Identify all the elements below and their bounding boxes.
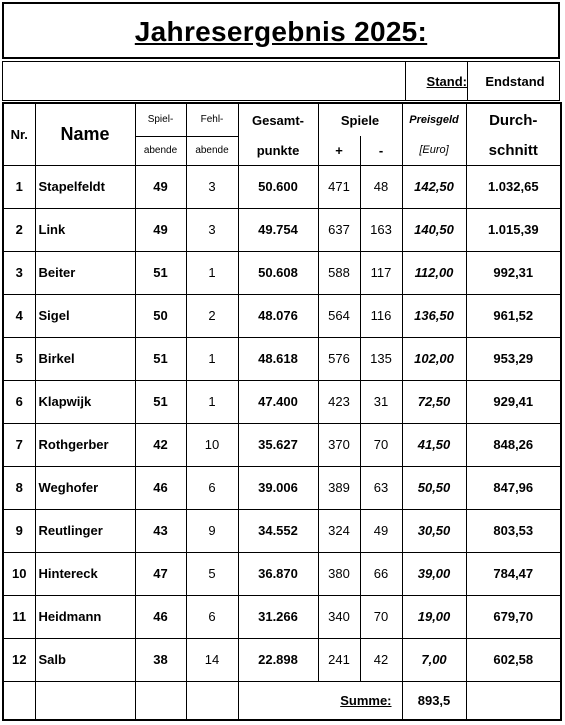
cell-spielabende: 46	[135, 466, 186, 509]
table-row	[3, 466, 561, 509]
cell-preisgeld: 112,00	[402, 251, 466, 294]
cell-durchschnitt: 847,96	[466, 466, 561, 509]
cell-spielabende: 49	[135, 208, 186, 251]
cell-name: Heidmann	[35, 595, 135, 638]
cell-spiele-minus: 49	[360, 509, 402, 552]
cell-spielabende: 51	[135, 251, 186, 294]
cell-spielabende: 50	[135, 294, 186, 337]
cell-durchschnitt: 953,29	[466, 337, 561, 380]
cell-durchschnitt: 1.015,39	[466, 208, 561, 251]
cell-nr: 7	[3, 423, 35, 466]
cell-spiele-minus: 66	[360, 552, 402, 595]
cell-spiele-minus: 116	[360, 294, 402, 337]
cell-gesamtpunkte: 35.627	[238, 423, 318, 466]
cell-nr: 12	[3, 638, 35, 681]
cell-spielabende: 42	[135, 423, 186, 466]
title-box	[2, 2, 560, 59]
header-gesamt-2: punkte	[238, 136, 318, 165]
cell-nr: 6	[3, 380, 35, 423]
table-row	[3, 337, 561, 380]
cell-spiele-plus: 324	[318, 509, 360, 552]
cell-spielabende: 51	[135, 337, 186, 380]
cell-gesamtpunkte: 48.618	[238, 337, 318, 380]
cell-name: Beiter	[35, 251, 135, 294]
cell-preisgeld: 136,50	[402, 294, 466, 337]
cell-preisgeld: 39,00	[402, 552, 466, 595]
cell-nr: 9	[3, 509, 35, 552]
cell-name: Salb	[35, 638, 135, 681]
header-name: Name	[35, 103, 135, 165]
cell-durchschnitt: 679,70	[466, 595, 561, 638]
cell-spielabende: 46	[135, 595, 186, 638]
cell-gesamtpunkte: 50.608	[238, 251, 318, 294]
cell-name: Sigel	[35, 294, 135, 337]
cell-name: Link	[35, 208, 135, 251]
stand-row	[2, 61, 560, 101]
cell-name: Klapwijk	[35, 380, 135, 423]
cell-spiele-minus: 48	[360, 165, 402, 208]
summe-empty-cell	[466, 681, 561, 720]
cell-gesamtpunkte: 48.076	[238, 294, 318, 337]
cell-nr: 11	[3, 595, 35, 638]
cell-preisgeld: 19,00	[402, 595, 466, 638]
table-row	[3, 165, 561, 208]
cell-spiele-plus: 576	[318, 337, 360, 380]
table-row	[3, 595, 561, 638]
stand-label: Stand:	[426, 74, 467, 89]
cell-gesamtpunkte: 22.898	[238, 638, 318, 681]
cell-durchschnitt: 803,53	[466, 509, 561, 552]
stand-divider-2	[467, 62, 468, 100]
cell-gesamtpunkte: 36.870	[238, 552, 318, 595]
cell-spiele-minus: 117	[360, 251, 402, 294]
cell-spiele-plus: 637	[318, 208, 360, 251]
header-durchschnitt-1: Durch-	[466, 103, 561, 136]
table-row	[3, 251, 561, 294]
cell-nr: 2	[3, 208, 35, 251]
header-row-1	[3, 103, 561, 136]
cell-name: Rothgerber	[35, 423, 135, 466]
cell-spiele-minus: 135	[360, 337, 402, 380]
results-table	[2, 102, 562, 721]
table-row	[3, 638, 561, 681]
summe-empty-cell	[135, 681, 186, 720]
header-fehlabende-1: Fehl-	[186, 103, 238, 136]
cell-durchschnitt: 929,41	[466, 380, 561, 423]
cell-spiele-minus: 163	[360, 208, 402, 251]
cell-fehlabende: 2	[186, 294, 238, 337]
cell-preisgeld: 7,00	[402, 638, 466, 681]
cell-name: Stapelfeldt	[35, 165, 135, 208]
header-preisgeld-2: [Euro]	[402, 136, 466, 165]
summe-empty-cell	[35, 681, 135, 720]
cell-spielabende: 51	[135, 380, 186, 423]
header-spielabende-2: abende	[135, 136, 186, 165]
table-row	[3, 380, 561, 423]
header-fehlabende-2: abende	[186, 136, 238, 165]
cell-spielabende: 49	[135, 165, 186, 208]
cell-preisgeld: 142,50	[402, 165, 466, 208]
cell-durchschnitt: 602,58	[466, 638, 561, 681]
cell-gesamtpunkte: 50.600	[238, 165, 318, 208]
cell-fehlabende: 3	[186, 208, 238, 251]
header-plus: +	[318, 136, 360, 165]
cell-durchschnitt: 848,26	[466, 423, 561, 466]
cell-nr: 4	[3, 294, 35, 337]
cell-spiele-plus: 423	[318, 380, 360, 423]
cell-spiele-minus: 63	[360, 466, 402, 509]
cell-fehlabende: 9	[186, 509, 238, 552]
cell-spiele-plus: 564	[318, 294, 360, 337]
header-durchschnitt-2: schnitt	[466, 136, 561, 165]
cell-durchschnitt: 992,31	[466, 251, 561, 294]
cell-durchschnitt: 1.032,65	[466, 165, 561, 208]
summe-empty-cell	[3, 681, 35, 720]
header-spielabende-1: Spiel-	[135, 103, 186, 136]
table-row	[3, 423, 561, 466]
cell-gesamtpunkte: 49.754	[238, 208, 318, 251]
summe-label: Summe:	[238, 681, 402, 720]
cell-preisgeld: 41,50	[402, 423, 466, 466]
cell-spiele-minus: 70	[360, 423, 402, 466]
table-row	[3, 509, 561, 552]
page-title: Jahresergebnis 2025:	[134, 16, 428, 47]
cell-spiele-plus: 241	[318, 638, 360, 681]
cell-name: Birkel	[35, 337, 135, 380]
cell-name: Hintereck	[35, 552, 135, 595]
cell-preisgeld: 30,50	[402, 509, 466, 552]
cell-preisgeld: 102,00	[402, 337, 466, 380]
stand-value: Endstand	[485, 74, 545, 89]
table-row	[3, 208, 561, 251]
cell-gesamtpunkte: 47.400	[238, 380, 318, 423]
cell-spielabende: 43	[135, 509, 186, 552]
cell-nr: 8	[3, 466, 35, 509]
cell-gesamtpunkte: 31.266	[238, 595, 318, 638]
cell-preisgeld: 140,50	[402, 208, 466, 251]
cell-name: Reutlinger	[35, 509, 135, 552]
cell-fehlabende: 10	[186, 423, 238, 466]
cell-spiele-plus: 588	[318, 251, 360, 294]
cell-spiele-plus: 370	[318, 423, 360, 466]
cell-nr: 5	[3, 337, 35, 380]
cell-spiele-minus: 31	[360, 380, 402, 423]
cell-spiele-plus: 471	[318, 165, 360, 208]
cell-spielabende: 38	[135, 638, 186, 681]
cell-durchschnitt: 961,52	[466, 294, 561, 337]
result-rows	[3, 165, 561, 681]
cell-fehlabende: 6	[186, 595, 238, 638]
summe-value: 893,5	[402, 681, 466, 720]
header-nr: Nr.	[3, 103, 35, 165]
cell-spiele-plus: 340	[318, 595, 360, 638]
cell-fehlabende: 5	[186, 552, 238, 595]
cell-spielabende: 47	[135, 552, 186, 595]
cell-durchschnitt: 784,47	[466, 552, 561, 595]
cell-fehlabende: 1	[186, 251, 238, 294]
table-row	[3, 294, 561, 337]
cell-name: Weghofer	[35, 466, 135, 509]
cell-gesamtpunkte: 34.552	[238, 509, 318, 552]
cell-preisgeld: 50,50	[402, 466, 466, 509]
cell-fehlabende: 1	[186, 380, 238, 423]
cell-fehlabende: 14	[186, 638, 238, 681]
header-minus: -	[360, 136, 402, 165]
cell-fehlabende: 1	[186, 337, 238, 380]
header-preisgeld-1: Preisgeld	[402, 103, 466, 136]
cell-gesamtpunkte: 39.006	[238, 466, 318, 509]
cell-fehlabende: 6	[186, 466, 238, 509]
cell-spiele-minus: 70	[360, 595, 402, 638]
cell-nr: 10	[3, 552, 35, 595]
cell-fehlabende: 3	[186, 165, 238, 208]
table-row	[3, 552, 561, 595]
cell-spiele-minus: 42	[360, 638, 402, 681]
cell-nr: 1	[3, 165, 35, 208]
summe-row	[3, 681, 561, 720]
cell-spiele-plus: 380	[318, 552, 360, 595]
cell-preisgeld: 72,50	[402, 380, 466, 423]
summe-empty-cell	[186, 681, 238, 720]
cell-nr: 3	[3, 251, 35, 294]
header-gesamt-1: Gesamt-	[238, 103, 318, 136]
cell-spiele-plus: 389	[318, 466, 360, 509]
header-spiele: Spiele	[318, 103, 402, 136]
